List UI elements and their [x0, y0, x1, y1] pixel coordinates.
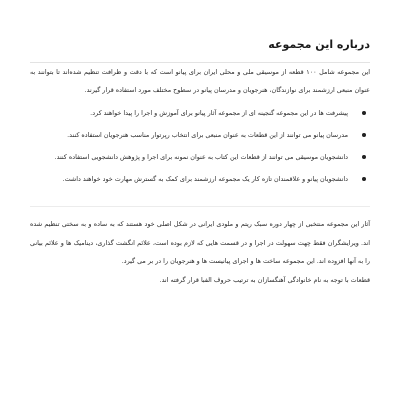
intro-paragraph: این مجموعه شامل ۱۰۰ قطعه از موسیقی ملی و محلی ایران برای پیانو است که با دقت و ظرافت تنظیم شده‌اند تا بتوانند به عنوان منبعی ارزشمند برای نوازندگان، هنرجویان و مدرسان پیانو در سطوح مختلف مورد استفاده قرار گیرند. [30, 68, 370, 94]
body-paragraph: آثار این مجموعه منتخبی از چهار دوره سبک ریتم و ملودی ایرانی در شکل اصلی خود هستند که به ساده و به سختی تنظیم شده اند. ویرایشگران فقط چهت سهولت در اجرا و در قسمت هایی که لازم بوده است، علائم انگشت گذاری، دینامیک ها و علائم بیانی را به آنها افزوده اند. این مجموعه ساخت ها و اجرای پیانیست ها و هنرجویان را در بر می گیرد. [30, 220, 370, 265]
list-item-text: پیشرفت ها در این مجموعه گنجینه ای از مجموعه آثار پیانو برای آموزش و اجرا را پیدا خواهند کرد. [90, 109, 348, 117]
bullet-icon [362, 177, 366, 181]
bullet-icon [362, 111, 366, 115]
bullet-icon [362, 133, 366, 137]
section-divider [30, 206, 370, 207]
list-item [30, 131, 370, 140]
audience-list [30, 109, 370, 184]
page-title: درباره این مجموعه [268, 38, 370, 51]
list-item-text: مدرسان پیانو می توانند از این قطعات به عنوان منبعی برای انتخاب رپرتوار مناسب هنرجویان استفاده کنند. [67, 131, 348, 139]
list-item [30, 109, 370, 118]
list-item-text: دانشجویان موسیقی می توانند از قطعات این کتاب به عنوان نمونه برای اجرا و پژوهش دانشجویی استفاده کنند. [54, 153, 348, 161]
list-item [30, 153, 370, 162]
list-item [30, 175, 370, 184]
closing-note: قطعات با توجه به نام خانوادگی آهنگسازان به ترتیب حروف الفبا قرار گرفته اند. [159, 275, 370, 284]
list-item-text: دانشجویان پیانو و علاقمندان تازه کار یک مجموعه ارزشمند برای کمک به گسترش مهارت خود خواهند داشت. [62, 175, 348, 183]
bullet-icon [362, 155, 366, 159]
title-divider [30, 62, 370, 63]
